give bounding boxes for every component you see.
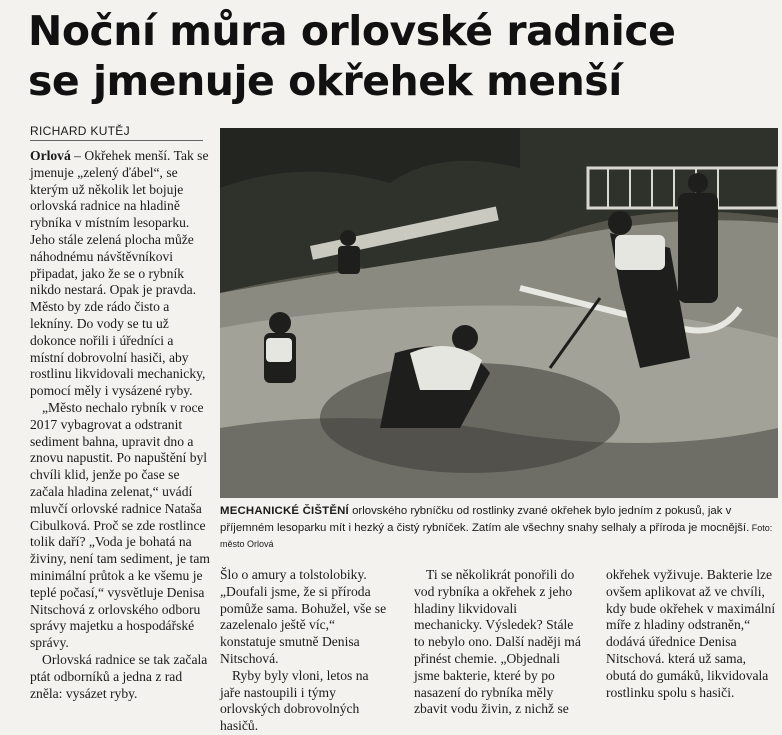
lead-paragraph: [30, 148, 210, 400]
body-paragraph: Ti se několikrát ponořili do vod rybníka a okřehek z jeho hladiny likvidovali mechanicky. Výsledek? Stále to nebylo ono. Další naději má přinést chemie. „Objednali jsme bakterie, které by po nasazení do rybníka měly zbavit vodu živin, z nichž se: [414, 567, 581, 717]
headline-line-2: se jmenuje okřehek menší: [28, 57, 622, 105]
column-3: [606, 567, 778, 701]
pond-cleaning-photo: [220, 128, 778, 498]
caption-title: MECHANICKÉ ČIŠTĚNÍ: [220, 505, 349, 517]
lead-text: – Okřehek menší. Tak se jmenuje „zelený ďábel“, se kterým už několik let bojuje orlovská radnice na hladině rybníka v místním lesoparku. Jeho stále zelená plocha může náhodnému návštěvníkovi připadat, jako že se o rybník nikdo nestará. Opak je pravda. Město by zde rádo čisto a lekníny. Do vody se tu už dokonce nořili i úředníci a místní dobrovolní hasiči, aby rostlinu likvidovali mechanicky, pomocí měly i vysázené ryby.: [30, 148, 209, 399]
byline: RICHARD KUTĚJ: [30, 124, 203, 141]
caption-text: orlovského rybníčku od rostlinky zvané okřehek bylo jedním z pokusů, jak v příjemném lesoparku mít i hezký a čistý rybníček. Zatím ale všechny snahy selhaly a příroda je mocnější.: [220, 505, 750, 534]
column-1: [220, 567, 392, 735]
photo-credit: Foto: město Orlová: [220, 522, 773, 549]
body-paragraph: Šlo o amury a tolstolobiky. „Doufali jsme, že si příroda pomůže sama. Bohužel, vše se zazelenalo ještě víc,“ konstatuje smutně Denisa Nitschová.: [220, 567, 387, 666]
article-photo: [220, 128, 778, 498]
left-column: [30, 148, 210, 702]
headline: [28, 6, 778, 106]
dateline: Orlová: [30, 148, 71, 163]
headline-line-1: Noční můra orlovské radnice: [28, 7, 676, 55]
body-paragraph: okřehek vyživuje. Bakterie lze ovšem aplikovat až ve chvíli, kdy bude okřehek v maximální míře z hladiny odstraněn,“ dodává úřednice Denisa Nitschová. která už sama, obutá do gumáků, likvidovala rostlinku spolu s hasiči.: [606, 567, 776, 700]
body-paragraph: Ryby byly vloni, letos na jaře nastoupili i týmy orlovských dobrovolných hasičů.: [220, 667, 369, 734]
body-paragraph: Orlovská radnice se tak začala ptát odborníků a jedna z rad zněla: vysázet ryby.: [30, 651, 208, 701]
column-2: [414, 567, 586, 718]
photo-caption: [220, 503, 778, 553]
body-paragraph: „Město nechalo rybník v roce 2017 vybagrovat a odstranit sediment bahna, upravit dno a znovu napustit. Po napuštění byl chvíli klid, jenže po čase se začala hladina zelenat,“ uvádí mluvčí orlovské radnice Nataša Cibulková. Proč se zde rostlince tolik daří? „Voda je bohatá na živiny, není tam sediment, je tam minimální průtok a ke všemu je teplé počasí,“ vysvětluje Denisa Nitschová z orlovského odboru správy majetku a hospodářské správy.: [30, 399, 210, 651]
